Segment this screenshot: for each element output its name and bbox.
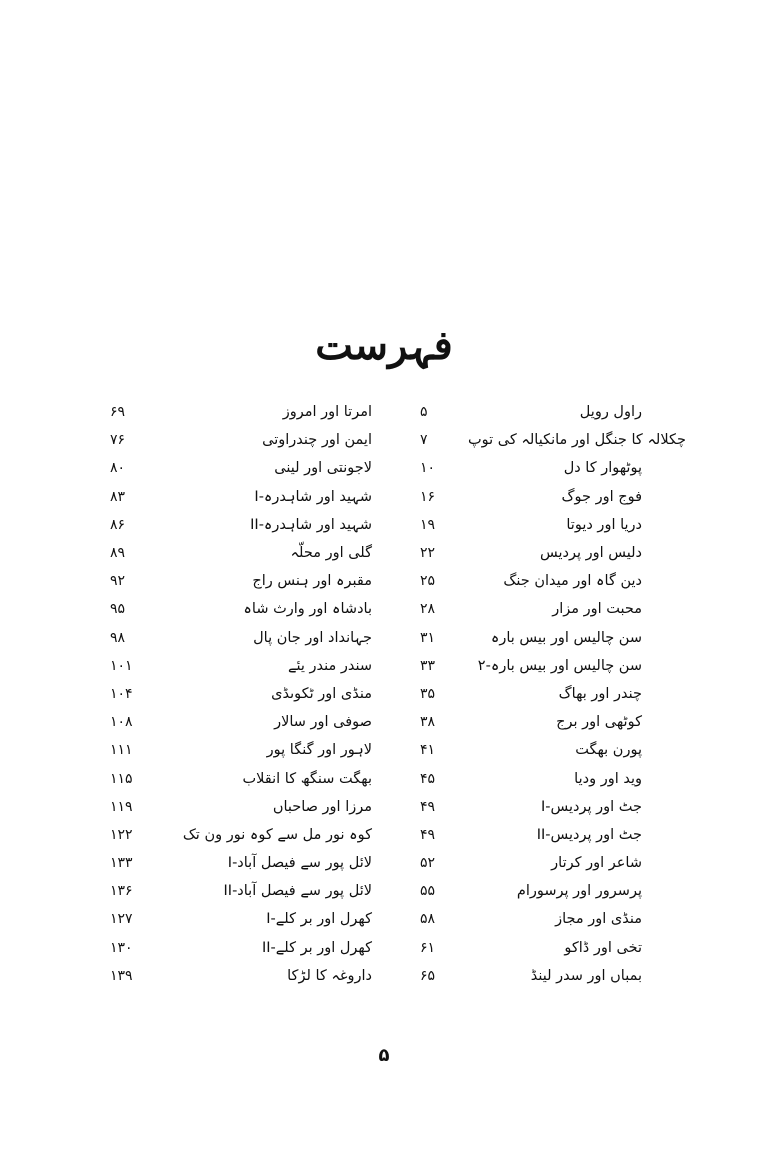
toc-title: چندر اور بھاگ [558,685,642,702]
toc-entry [380,517,650,533]
toc-entry [380,968,650,984]
toc-entry [110,573,380,589]
toc-title: سن چالیس اور بیس بارہ-۲ [477,657,642,674]
toc-title: ایمن اور چندراوتی [262,432,372,449]
toc-row [110,934,650,962]
toc-page-number: ۴۹ [420,798,436,815]
toc-page-number: ۹۵ [110,601,126,618]
toc-row [110,511,650,539]
toc-page-number: ۴۹ [420,826,436,843]
toc-entry [110,742,380,758]
toc-page-number: ۱۳۰ [110,939,133,956]
toc-title: کوہ نور مل سے کوہ نور ون تک [182,826,372,843]
toc-page-number: ۱۰۸ [110,714,133,731]
toc-title: چکلالہ کا جنگل اور مانکیالہ کی توپ [468,432,686,449]
toc-entry [110,601,380,617]
toc-title: منڈی اور مجاز [555,911,642,928]
toc-row [110,793,650,821]
toc-page-number: ۹۲ [110,573,126,590]
toc-title: کھرل اور بر کلے-I [266,911,372,928]
toc-entry [380,771,650,787]
toc-title: پوٹھوار کا دل [563,460,642,477]
toc-title: راول رویل [579,404,642,421]
toc-title: پرسرور اور پرسورام [516,883,642,900]
toc-page-number: ۱۱۵ [110,770,133,787]
toc-title: شہید اور شاہدرہ-I [254,488,372,505]
toc-title: بھگت سنگھ کا انقلاب [242,770,372,787]
toc-page-number: ۵۸ [420,911,436,928]
toc-row [110,708,650,736]
toc-page-number: ۱۰ [420,460,436,477]
toc-title: شاعر اور کرتار [551,855,642,872]
toc-entry [380,714,650,730]
toc-title: داروغہ کا لڑکا [287,967,372,984]
toc-entry [380,404,650,420]
toc-page-number: ۶۱ [420,939,436,956]
toc-entry [110,404,380,420]
toc-page-number: ۱۱۹ [110,798,133,815]
toc-entry [110,968,380,984]
toc-title: دلیس اور پردیس [539,545,642,562]
toc-entry [110,799,380,815]
table-of-contents [110,398,686,990]
toc-page-number: ۸۰ [110,460,126,477]
toc-entry [380,686,650,702]
toc-row [110,736,650,764]
toc-entry [110,686,380,702]
toc-entry [110,432,380,448]
toc-page-number: ۱۰۴ [110,685,133,702]
toc-entry [110,630,380,646]
toc-title: کھرل اور بر کلے-II [261,939,372,956]
toc-entry [380,601,650,617]
toc-page-number: ۷۶ [110,432,126,449]
toc-title: دین گاہ اور میدان جنگ [503,573,642,590]
toc-page-number: ۳۳ [420,657,436,674]
toc-page-number: ۷ [420,432,428,449]
toc-entry [380,855,650,871]
toc-row [110,652,650,680]
toc-page-number: ۱۲۲ [110,826,133,843]
toc-entry [110,940,380,956]
toc-title: سندر مندر یئے [287,657,372,674]
toc-page-number: ۴۱ [420,742,436,759]
page-number: ۵ [378,1045,390,1066]
toc-entry [380,573,650,589]
toc-entry [110,714,380,730]
toc-page-number: ۱۳۹ [110,967,133,984]
toc-row [110,567,650,595]
toc-entry [110,911,380,927]
toc-title: بمباں اور سدر لینڈ [530,967,642,984]
toc-row [110,764,650,792]
toc-entry [380,742,650,758]
toc-entry [110,771,380,787]
toc-page-number: ۶۹ [110,404,126,421]
toc-page-number: ۳۸ [420,714,436,731]
toc-title: سن چالیس اور بیس بارہ [490,629,642,646]
toc-page-number: ۱۱۱ [110,742,133,759]
toc-entry [380,827,650,843]
toc-title: لائل پور سے فیصل آباد-II [223,883,372,900]
toc-title: مرزا اور صاحباں [272,798,372,815]
toc-entry [380,940,650,956]
toc-page-number: ۵۵ [420,883,436,900]
toc-page-number: ۲۲ [420,545,436,562]
toc-title: فوج اور جوگ [561,488,642,505]
toc-title: لاہور اور گنگا پور [266,742,372,759]
toc-page-number: ۲۵ [420,573,436,590]
toc-row [110,398,650,426]
toc-title: کوٹھی اور برج [556,714,642,731]
toc-row [110,877,650,905]
toc-page-number: ۱۲۷ [110,911,133,928]
toc-title: صوفی اور سالار [274,714,372,731]
toc-title: امرتا اور امروز [282,404,372,421]
page-title: فہرست [315,322,453,369]
toc-page-number: ۱۳۳ [110,855,133,872]
toc-page-number: ۱۹ [420,516,436,533]
toc-entry [380,489,650,505]
toc-page-number: ۴۵ [420,770,436,787]
toc-entry [110,883,380,899]
toc-row [110,821,650,849]
toc-row [110,624,650,652]
toc-row [110,595,650,623]
toc-row [110,680,650,708]
toc-page-number: ۵ [420,404,428,421]
toc-title: جہانداد اور جان پال [253,629,372,646]
toc-title: تخی اور ڈاکو [564,939,642,956]
toc-title: بادشاہ اور وارث شاہ [243,601,372,618]
toc-entry [380,658,650,674]
toc-row [110,483,650,511]
toc-entry [110,517,380,533]
toc-row [110,962,650,990]
toc-page-number: ۳۵ [420,685,436,702]
toc-row [110,849,650,877]
toc-entry [380,460,650,476]
toc-page-number: ۹۸ [110,629,126,646]
toc-entry [110,827,380,843]
toc-entry [380,432,686,449]
toc-page-number: ۱۶ [420,488,436,505]
toc-title: لائل پور سے فیصل آباد-I [227,855,372,872]
toc-entry [380,799,650,815]
toc-entry [380,545,650,561]
toc-entry [110,658,380,674]
toc-title: شہید اور شاہدرہ-II [250,516,372,533]
toc-entry [110,855,380,871]
toc-row [110,426,686,454]
toc-entry [380,883,650,899]
toc-entry [380,630,650,646]
toc-page-number: ۱۳۶ [110,883,133,900]
toc-entry [380,911,650,927]
toc-entry [110,460,380,476]
toc-title: وید اور ودیا [574,770,642,787]
toc-page-number: ۲۸ [420,601,436,618]
toc-entry [110,545,380,561]
toc-title: منڈی اور ٹکوںڈی [271,685,372,702]
toc-entry [110,489,380,505]
toc-title: جٹ اور پردیس-I [541,798,642,815]
toc-row [110,539,650,567]
toc-title: گلی اور محلّہ [290,545,372,562]
toc-row [110,905,650,933]
toc-title: محبت اور مزار [552,601,642,618]
toc-page-number: ۸۶ [110,516,126,533]
toc-page-number: ۸۹ [110,545,126,562]
toc-page-number: ۸۳ [110,488,126,505]
toc-title: جٹ اور پردیس-II [536,826,642,843]
toc-row [110,454,650,482]
toc-title: مقبرہ اور ہنس راج [252,573,372,590]
toc-title: پورن بھگت [575,742,642,759]
toc-page-number: ۳۱ [420,629,436,646]
toc-title: دریا اور دیوتا [566,516,642,533]
toc-page-number: ۶۵ [420,967,436,984]
toc-page-number: ۱۰۱ [110,657,133,674]
toc-title: لاجونتی اور لینی [274,460,372,477]
toc-page-number: ۵۲ [420,855,436,872]
